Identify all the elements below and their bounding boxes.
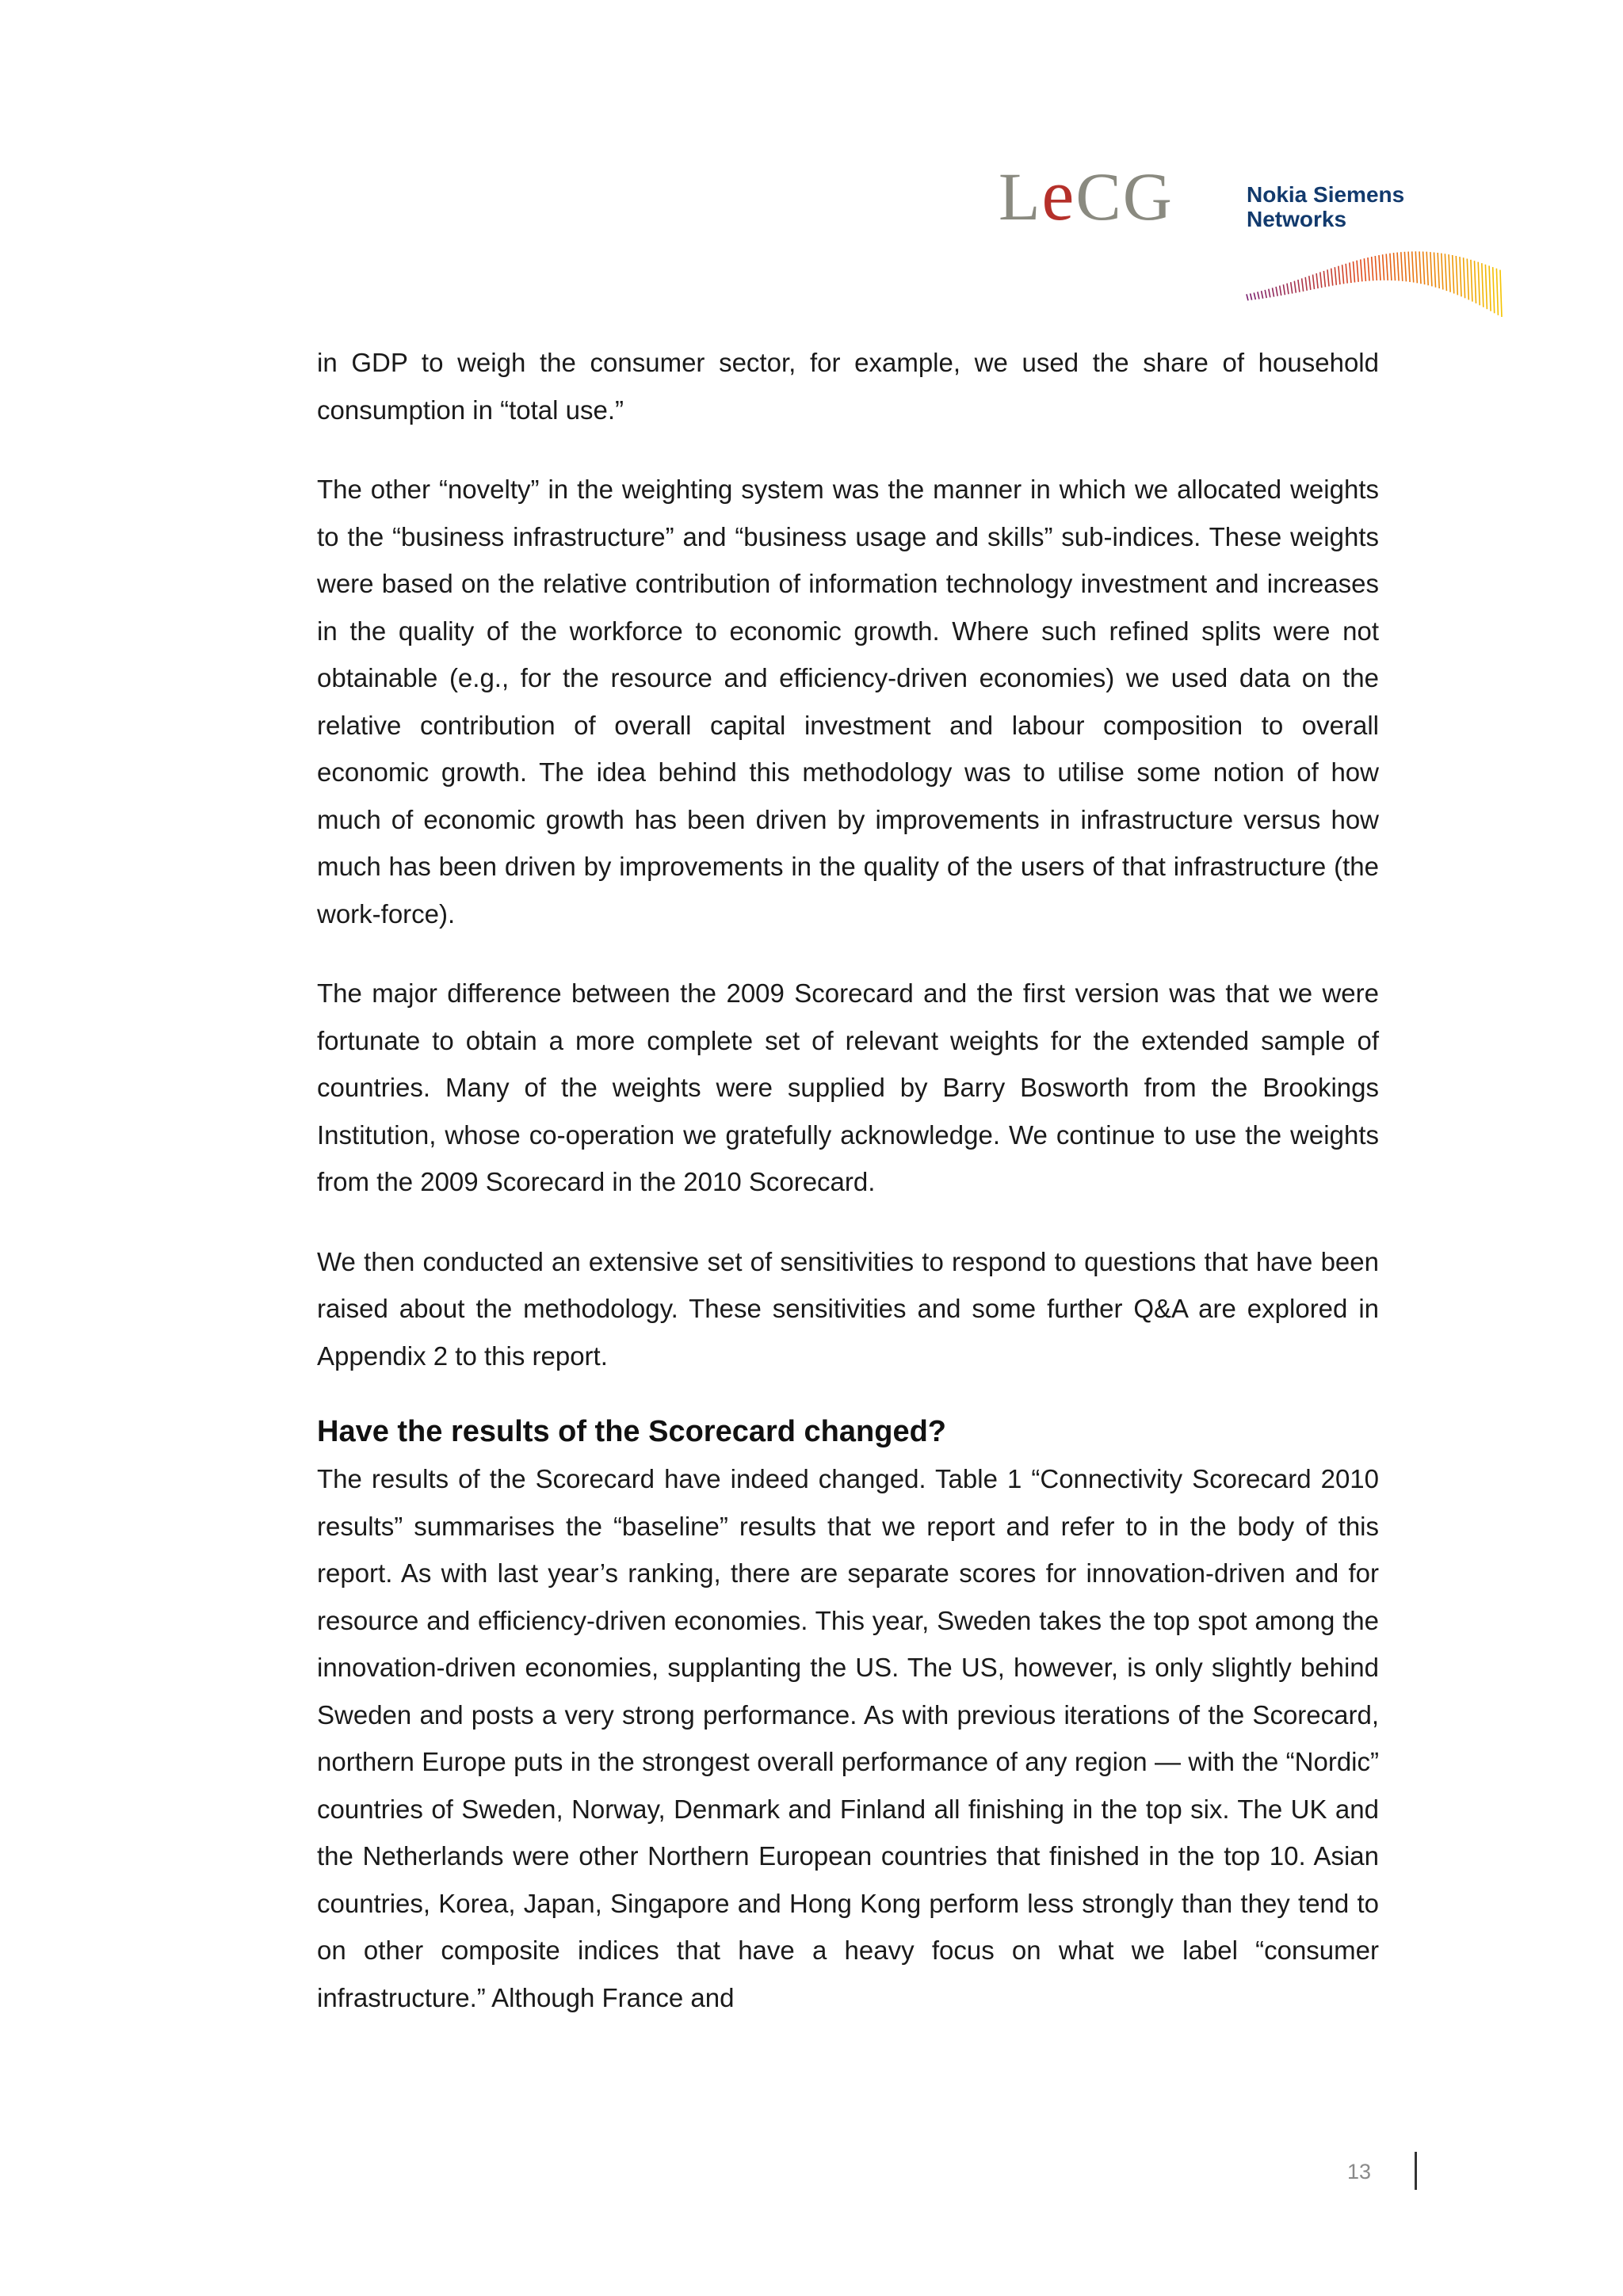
lecg-logo-cg: CG: [1075, 158, 1174, 235]
lecg-logo-l: L: [999, 158, 1042, 235]
wave-stripe: [1412, 251, 1414, 282]
wave-stripe: [1302, 278, 1304, 291]
wave-stripe: [1386, 254, 1388, 280]
wave-stripe: [1467, 259, 1468, 300]
wave-stripe: [1323, 271, 1325, 287]
wave-stripe: [1434, 253, 1436, 288]
lecg-logo: [999, 154, 1174, 235]
wave-stripe: [1383, 254, 1384, 280]
wave-stripe: [1372, 257, 1373, 280]
nsn-wave-graphic: [1239, 230, 1508, 317]
nsn-logo-line-2: Networks: [1247, 207, 1347, 231]
wave-stripe: [1500, 270, 1502, 317]
wave-stripe: [1442, 254, 1443, 290]
wave-stripe: [1350, 262, 1351, 283]
wave-stripe: [1493, 267, 1495, 313]
wave-stripe: [1320, 272, 1322, 288]
section-heading-results: Have the results of the Scorecard changed?: [317, 1415, 947, 1448]
paragraph-sensitivities: We then conducted an extensive set of sensitivities to respond to questions that have been raised about the methodology. These sensitivities and some further Q&A are explored in Appendix 2 to this report.: [317, 1246, 1379, 1371]
wave-stripe: [1331, 269, 1333, 286]
wave-stripe: [1419, 251, 1421, 284]
page-number: 13: [1347, 2160, 1372, 2183]
wave-stripe: [1464, 257, 1465, 298]
nsn-logo-text: [1247, 182, 1404, 231]
body-content: [317, 339, 1379, 2054]
wave-stripe: [1276, 287, 1277, 296]
wave-stripe: [1397, 253, 1399, 281]
wave-stripe: [1335, 267, 1336, 285]
wave-stripe: [1423, 252, 1425, 285]
wave-stripe: [1309, 276, 1311, 290]
wave-stripe: [1287, 284, 1289, 295]
paragraph-major-difference: The major difference between the 2009 Scorecard and the first version was that we were fortunate to obtain a more complete set of relevant weights for the extended sample of countries. Many of the weights were supplied by Barry Bosworth from the Brookings Institution, whose co-operation we gratefully acknowledge. We continue to use the weights from the 2009 Scorecard in the 2010 Scorecard.: [317, 978, 1379, 1196]
wave-stripe: [1294, 281, 1296, 293]
wave-stripe: [1354, 261, 1355, 282]
wave-stripe: [1408, 252, 1410, 282]
wave-stripe: [1298, 280, 1300, 292]
wave-stripe: [1273, 288, 1274, 296]
paragraph-results: The results of the Scorecard have indeed changed. Table 1 “Connectivity Scorecard 2010 results” summarises the “baseline” results that we report and refer to in the body of this report. As with last year’s ranking, there are separate scores for innovation-driven and for resource and efficiency-driven economies. This year, Sweden takes the top spot among the innovation-driven economies, supplanting the US. The US, however, is only slightly behind Sweden and posts a very strong performance. As with previous iterations of the Scorecard, northern Europe puts in the strongest overall performance of any region — with the “Nordic” countries of Sweden, Norway, Denmark and Finland all finishing in the top six. The UK and the Netherlands were other Northern European countries that finished in the top 10. Asian countries, Korea, Japan, Singapore and Hong Kong perform less strongly than they tend to on other composite indices that have a heavy focus on what we label “consumer infrastructure.” Although France and: [317, 1464, 1379, 2012]
wave-stripe: [1361, 259, 1362, 281]
page-header: [999, 154, 1506, 309]
nokia-siemens-networks-logo: [1247, 182, 1508, 309]
wave-stripe: [1415, 251, 1417, 283]
wave-stripe: [1262, 291, 1263, 299]
wave-stripe: [1445, 254, 1446, 291]
lecg-logo-e: e: [1041, 154, 1076, 235]
wave-stripe: [1430, 252, 1432, 286]
wave-stripe: [1346, 264, 1347, 284]
paragraph-novelty-weighting: The other “novelty” in the weighting system was the manner in which we allocated weights to the “business infrastructure” and “business usage and skills” sub-indices. These weights were based on the relative contribution of information technology investment and increases in the quality of the workforce to economic growth. Where such refined splits were not obtainable (e.g., for the resource and efficiency-driven economies) we used data on the relative contribution of overall capital investment and labour composition to overall economic growth. The idea behind this methodology was to utilise some notion of how much of economic growth has been driven by improvements in infrastructure versus how much has been driven by improvements in the quality of the users of that infrastructure (the work-force).: [317, 475, 1379, 929]
footer-vertical-rule: [1415, 2152, 1417, 2190]
wave-stripe: [1357, 261, 1358, 282]
wave-lines: [1247, 251, 1502, 317]
wave-stripe: [1471, 260, 1472, 302]
wave-stripe: [1482, 263, 1484, 307]
nsn-logo-line-1: Nokia Siemens: [1247, 182, 1405, 207]
wave-stripe: [1401, 252, 1403, 281]
wave-stripe: [1364, 258, 1365, 281]
wave-stripe: [1258, 292, 1259, 299]
wave-stripe: [1496, 269, 1498, 315]
wave-stripe: [1305, 277, 1307, 291]
wave-stripe: [1394, 253, 1396, 280]
wave-stripe: [1449, 254, 1450, 292]
wave-stripe: [1368, 257, 1369, 280]
wave-stripe: [1291, 282, 1293, 293]
wave-stripe: [1280, 286, 1281, 296]
wave-stripe: [1265, 290, 1266, 298]
wave-stripe: [1283, 284, 1285, 295]
wave-stripe: [1269, 289, 1270, 298]
wave-stripe: [1489, 265, 1491, 311]
wave-stripe: [1453, 255, 1454, 294]
wave-stripe: [1338, 266, 1340, 284]
wave-stripe: [1475, 261, 1476, 303]
wave-stripe: [1313, 275, 1315, 289]
wave-stripe: [1426, 252, 1428, 286]
wave-stripe: [1390, 254, 1392, 280]
wave-stripe: [1316, 273, 1318, 288]
wave-stripe: [1247, 294, 1248, 300]
wave-stripe: [1375, 256, 1377, 280]
wave-stripe: [1478, 262, 1480, 306]
wave-stripe: [1438, 253, 1439, 288]
wave-stripe: [1254, 292, 1255, 299]
wave-stripe: [1404, 252, 1406, 282]
wave-stripe: [1460, 257, 1461, 296]
wave-stripe: [1327, 269, 1329, 286]
wave-stripe: [1251, 293, 1252, 299]
wave-stripe: [1485, 265, 1487, 309]
wave-stripe: [1342, 265, 1344, 284]
wave-stripe: [1456, 256, 1457, 295]
paragraph-gdp-weighting: in GDP to weigh the consumer sector, for example, we used the share of household consumption in “total use.”: [317, 348, 1379, 425]
wave-stripe: [1379, 255, 1381, 280]
